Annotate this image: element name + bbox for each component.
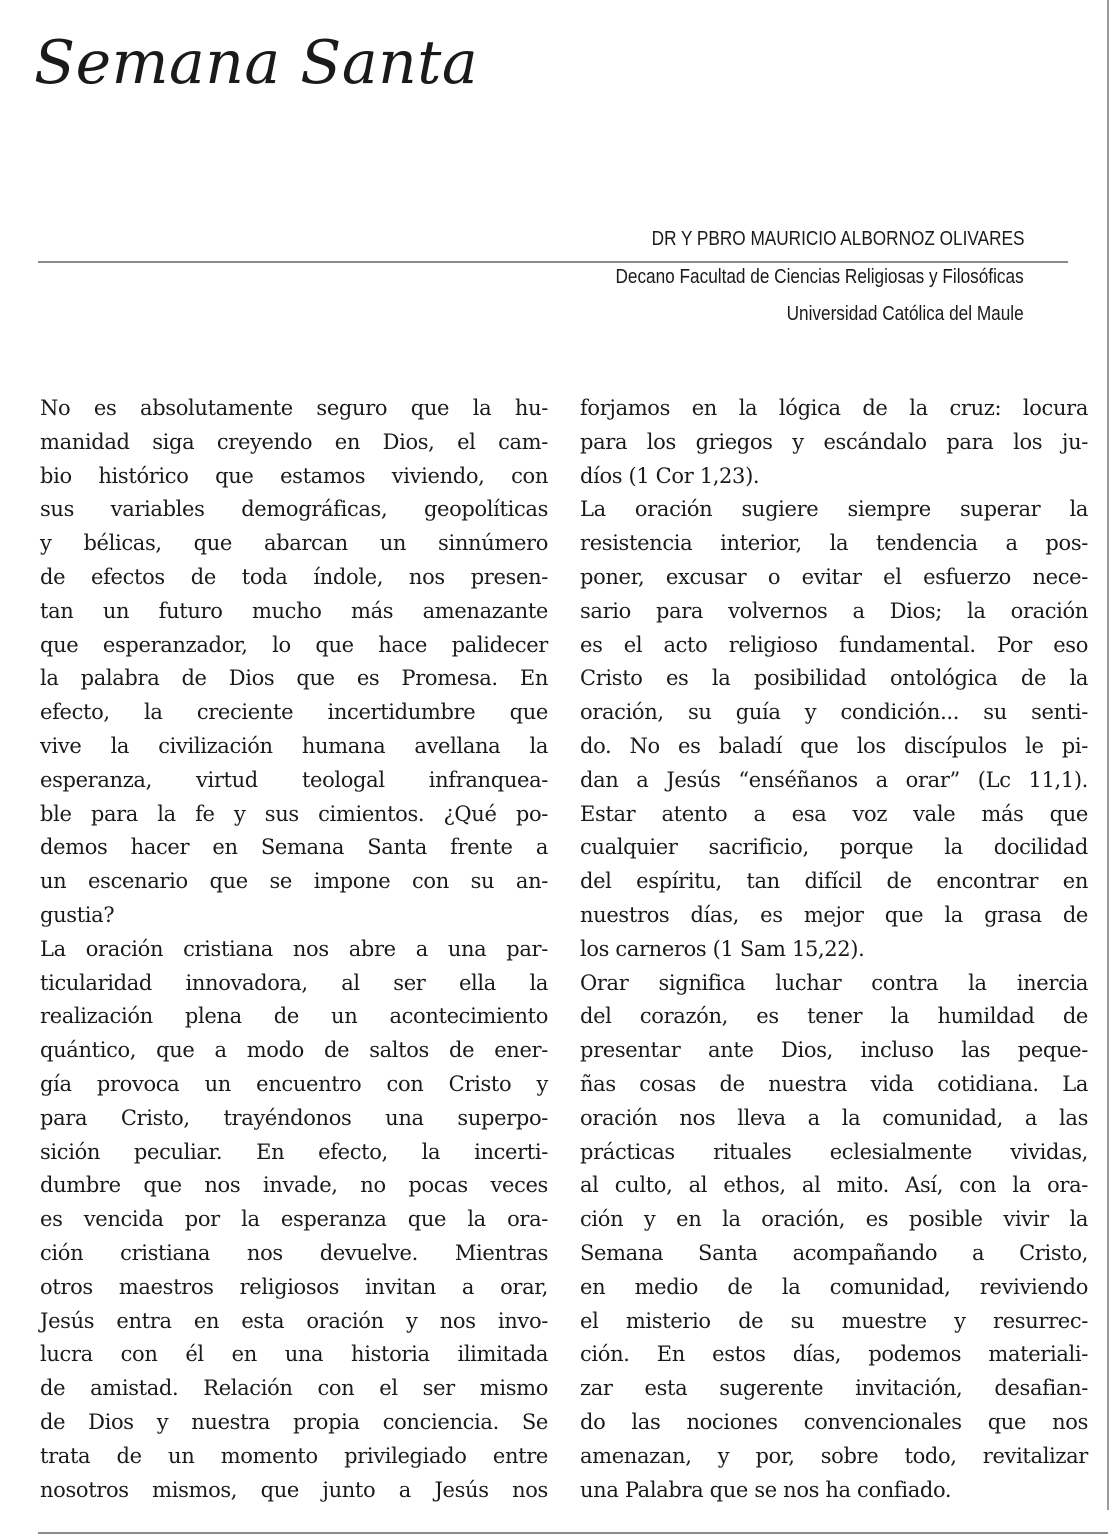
text-line: un escenario que se impone con su an- (40, 869, 548, 894)
text-line: ble para la fe y sus cimientos. ¿Qué po- (40, 801, 548, 826)
text-line: ñas cosas de nuestra vida cotidiana. La (580, 1071, 1088, 1096)
text-line: para Cristo, trayéndonos una superpo- (40, 1105, 548, 1130)
text-line: No es absolutamente seguro que la hu- (40, 396, 548, 420)
text-line: La oración sugiere siempre superar la (580, 497, 1088, 522)
text-line: Orar significa luchar contra la inercia (580, 970, 1088, 995)
text-line: una Palabra que se nos ha confiado. (580, 1477, 952, 1502)
text-line: gía provoca un encuentro con Cristo y (40, 1071, 548, 1096)
text-line: otros maestros religiosos invitan a orar, (40, 1274, 548, 1299)
text-line: gustia? (40, 902, 115, 927)
text-line: sus variables demográficas, geopolíticas (40, 497, 548, 522)
bottom-divider (38, 1532, 1108, 1534)
author-role: Decano Facultad de Ciencias Religiosas y Filosóficas (615, 266, 1024, 288)
text-line: que esperanzador, lo que hace palidecer (40, 632, 548, 657)
text-line: del corazón, es tener la humildad de (580, 1004, 1088, 1029)
article-column-right (580, 392, 1088, 1507)
text-line: ción. En estos días, podemos materiali- (580, 1342, 1088, 1367)
article-column-left (40, 392, 548, 1507)
text-line: nosotros mismos, que junto a Jesús nos (40, 1477, 548, 1502)
text-line: vive la civilización humana avellana la (40, 733, 548, 758)
text-line: Semana Santa acompañando a Cristo, (580, 1240, 1088, 1265)
text-line: para los griegos y escándalo para los ju- (580, 429, 1088, 454)
text-line: de amistad. Relación con el ser mismo (40, 1376, 548, 1401)
text-line: del espíritu, tan difícil de encontrar en (580, 869, 1088, 894)
text-line: Cristo es la posibilidad ontológica de la (580, 666, 1088, 691)
text-line: sición peculiar. En efecto, la incerti- (40, 1139, 548, 1164)
text-line: nuestros días, es mejor que la grasa de (580, 902, 1088, 927)
text-line: de Dios y nuestra propia conciencia. Se (40, 1409, 548, 1434)
right-column-divider (1107, 0, 1109, 1510)
text-line: la palabra de Dios que es Promesa. En (40, 666, 548, 691)
text-line: Estar atento a esa voz vale más que (580, 801, 1088, 826)
text-line: La oración cristiana nos abre a una par- (40, 936, 548, 961)
text-line: bio histórico que estamos viviendo, con (40, 463, 548, 488)
text-line: los carneros (1 Sam 15,22). (580, 936, 865, 961)
text-line: ticularidad innovadora, al ser ella la (40, 970, 548, 995)
text-line: poner, excusar o evitar el esfuerzo nece- (580, 564, 1088, 589)
text-line: resistencia interior, la tendencia a pos- (580, 531, 1088, 556)
text-line: do las nociones convencionales que nos (580, 1409, 1088, 1434)
text-line: do. No es baladí que los discípulos le pi- (580, 733, 1088, 758)
text-line: zar esta sugerente invitación, desafian- (580, 1376, 1088, 1401)
text-line: realización plena de un acontecimiento (40, 1004, 548, 1029)
byline-divider (38, 261, 1068, 263)
text-line: presentar ante Dios, incluso las peque- (580, 1038, 1088, 1063)
text-line: oración, su guía y condición... su senti- (580, 700, 1088, 725)
text-line: el misterio de su muestre y resurrec- (580, 1308, 1088, 1333)
text-line: Jesús entra en esta oración y nos invo- (40, 1308, 548, 1333)
text-line: es el acto religioso fundamental. Por eso (580, 632, 1088, 657)
article-title: Semana Santa (34, 28, 479, 98)
text-line: de efectos de toda índole, nos presen- (40, 564, 548, 589)
text-line: díos (1 Cor 1,23). (580, 463, 760, 488)
text-line: cualquier sacrificio, porque la docilidad (580, 835, 1088, 860)
text-line: efecto, la creciente incertidumbre que (40, 700, 548, 725)
text-line: al culto, al ethos, al mito. Así, con la ora- (580, 1173, 1088, 1198)
text-line: en medio de la comunidad, reviviendo (580, 1274, 1088, 1299)
text-line: sario para volvernos a Dios; la oración (580, 598, 1088, 623)
text-line: amenazan, y por, sobre todo, revitalizar (580, 1443, 1088, 1468)
text-line: quántico, que a modo de saltos de ener- (40, 1038, 548, 1063)
text-line: y bélicas, que abarcan un sinnúmero (40, 531, 548, 556)
text-line: ción y en la oración, es posible vivir la (580, 1207, 1088, 1232)
text-line: prácticas rituales eclesialmente vividas, (580, 1139, 1088, 1164)
text-line: oración nos lleva a la comunidad, a las (580, 1105, 1088, 1130)
text-line: lucra con él en una historia ilimitada (40, 1342, 548, 1367)
text-line: esperanza, virtud teologal infranquea- (40, 767, 548, 792)
text-line: dumbre que nos invade, no pocas veces (40, 1173, 548, 1198)
text-line: trata de un momento privilegiado entre (40, 1443, 548, 1468)
text-line: demos hacer en Semana Santa frente a (40, 835, 548, 860)
text-line: forjamos en la lógica de la cruz: locura (580, 396, 1088, 420)
text-line: es vencida por la esperanza que la ora- (40, 1207, 548, 1232)
text-line: manidad siga creyendo en Dios, el cam- (40, 429, 548, 454)
text-line: tan un futuro mucho más amenazante (40, 598, 548, 623)
author-name: DR Y PBRO MAURICIO ALBORNOZ OLIVARES (651, 228, 1024, 250)
text-line: ción cristiana nos devuelve. Mientras (40, 1240, 548, 1265)
author-institution: Universidad Católica del Maule (786, 303, 1024, 325)
text-line: dan a Jesús “enséñanos a orar” (Lc 11,1). (580, 767, 1088, 792)
